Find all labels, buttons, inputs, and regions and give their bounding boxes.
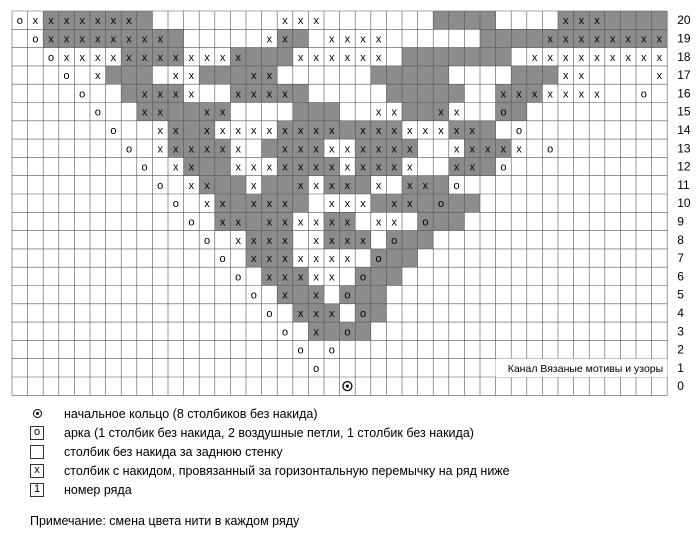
legend-label-dc: столбик с накидом, провязанный за горизонтальную перемычку на ряд ниже bbox=[64, 463, 510, 478]
row-number: 3 bbox=[677, 324, 684, 339]
stitch-x: x bbox=[157, 51, 163, 64]
stitch-x: x bbox=[126, 33, 132, 46]
stitch-o: o bbox=[79, 88, 86, 101]
stitch-x: x bbox=[329, 143, 335, 156]
stitch-x: x bbox=[344, 179, 351, 192]
stitch-x: x bbox=[344, 216, 351, 229]
stitch-x: x bbox=[329, 234, 335, 247]
row-number: 1 bbox=[677, 360, 684, 375]
stitch-x: x bbox=[375, 216, 382, 229]
stitch-x: x bbox=[219, 216, 226, 229]
stitch-x: x bbox=[48, 15, 54, 28]
row-number: 13 bbox=[677, 141, 691, 156]
grid bbox=[12, 11, 691, 395]
stitch-x: x bbox=[251, 161, 257, 174]
stitch-x: x bbox=[251, 253, 257, 266]
stitch-x: x bbox=[313, 307, 319, 320]
legend-row-dc bbox=[30, 461, 690, 480]
stitch-x: x bbox=[578, 51, 585, 64]
stitch-x: x bbox=[563, 70, 569, 83]
stitch-x: x bbox=[219, 198, 226, 211]
stitch-x: x bbox=[329, 179, 335, 192]
stitch-x: x bbox=[453, 143, 460, 156]
magic-ring-dot bbox=[346, 385, 349, 388]
stitch-x: x bbox=[266, 253, 273, 266]
stitch-x: x bbox=[110, 15, 117, 28]
row-number: 16 bbox=[677, 86, 691, 101]
stitch-x: x bbox=[235, 88, 241, 101]
stitch-x: x bbox=[282, 289, 288, 302]
stitch-x: x bbox=[438, 124, 444, 137]
stitch-o: o bbox=[188, 216, 195, 229]
stitch-o: o bbox=[125, 143, 133, 156]
stitch-x: x bbox=[360, 198, 366, 211]
legend-label-ring: начальное кольцо (8 столбиков без накида) bbox=[64, 406, 318, 421]
stitch-o: o bbox=[47, 51, 55, 64]
stitch-x: x bbox=[282, 88, 288, 101]
row-number-icon: 1 bbox=[30, 483, 44, 497]
stitch-x: x bbox=[313, 216, 319, 229]
stitch-x: x bbox=[344, 253, 351, 266]
stitch-x: x bbox=[204, 179, 210, 192]
legend-label-sc: столбик без накида за заднюю стенку bbox=[64, 444, 283, 459]
stitch-x: x bbox=[453, 161, 460, 174]
stitch-x: x bbox=[297, 124, 304, 137]
stitch-x: x bbox=[141, 33, 148, 46]
stitch-x: x bbox=[344, 198, 351, 211]
stitch-x: x bbox=[297, 143, 304, 156]
stitch-o: o bbox=[640, 88, 647, 101]
stitch-x: x bbox=[235, 51, 241, 64]
stitch-x: x bbox=[656, 33, 663, 46]
stitch-x: x bbox=[329, 51, 335, 64]
stitch-x: x bbox=[609, 51, 616, 64]
row-number: 7 bbox=[677, 251, 684, 266]
stitch-x: x bbox=[297, 179, 304, 192]
stitch-x: x bbox=[594, 33, 600, 46]
stitch-x: x bbox=[313, 161, 319, 174]
row-number: 8 bbox=[677, 232, 684, 247]
row-number: 20 bbox=[677, 13, 691, 28]
stitch-x: x bbox=[313, 51, 319, 64]
stitch-x: x bbox=[578, 15, 585, 28]
stitch-x: x bbox=[188, 161, 195, 174]
stitch-o: o bbox=[422, 216, 429, 229]
stitch-o: o bbox=[515, 124, 523, 137]
row-number: 12 bbox=[677, 159, 691, 174]
row-number: 9 bbox=[677, 214, 684, 229]
stitch-x: x bbox=[313, 271, 319, 284]
stitch-x: x bbox=[329, 33, 335, 46]
stitch-x: x bbox=[297, 216, 304, 229]
stitch-x: x bbox=[641, 33, 647, 46]
stitch-x: x bbox=[609, 33, 616, 46]
stitch-x: x bbox=[438, 106, 444, 119]
stitch-x: x bbox=[329, 307, 335, 320]
row-number: 18 bbox=[677, 49, 691, 64]
stitch-o: o bbox=[172, 198, 179, 211]
stitch-x: x bbox=[251, 70, 257, 83]
stitch-x: x bbox=[407, 179, 413, 192]
stitch-x: x bbox=[219, 124, 226, 137]
shaded-block bbox=[402, 48, 511, 66]
stitch-x: x bbox=[297, 15, 304, 28]
stitch-x: x bbox=[251, 124, 257, 137]
stitch-o: o bbox=[359, 271, 367, 284]
stitch-x: x bbox=[485, 143, 491, 156]
stitch-o: o bbox=[203, 234, 211, 247]
stitch-x: x bbox=[157, 124, 163, 137]
stitch-x: x bbox=[329, 161, 335, 174]
stitch-x: x bbox=[266, 216, 273, 229]
stitch-o: o bbox=[32, 33, 39, 46]
row-number: 2 bbox=[677, 342, 684, 357]
stitch-x: x bbox=[282, 216, 288, 229]
row-number: 10 bbox=[677, 196, 691, 211]
stitch-x: x bbox=[531, 51, 538, 64]
stitch-x: x bbox=[329, 124, 335, 137]
stitch-o: o bbox=[157, 179, 164, 192]
stitch-x: x bbox=[375, 143, 382, 156]
legend bbox=[30, 404, 690, 499]
stitch-x: x bbox=[157, 88, 163, 101]
stitch-x: x bbox=[375, 161, 382, 174]
stitch-x: x bbox=[360, 124, 366, 137]
stitch-x: x bbox=[407, 161, 413, 174]
stitch-x: x bbox=[282, 234, 288, 247]
stitch-x: x bbox=[594, 51, 600, 64]
cross-icon: x bbox=[30, 464, 44, 478]
stitch-x: x bbox=[329, 198, 335, 211]
stitch-x: x bbox=[266, 70, 273, 83]
stitch-x: x bbox=[313, 143, 319, 156]
stitch-o: o bbox=[16, 15, 23, 28]
stitch-x: x bbox=[266, 271, 273, 284]
stitch-x: x bbox=[188, 51, 195, 64]
legend-label-arch: арка (1 столбик без накида, 2 воздушные петли, 1 столбик без накида) bbox=[64, 425, 474, 440]
blank-cell-icon bbox=[30, 445, 44, 459]
stitch-o: o bbox=[313, 362, 320, 375]
stitch-o: o bbox=[500, 106, 507, 119]
stitch-x: x bbox=[375, 33, 382, 46]
legend-row-sc bbox=[30, 442, 690, 461]
stitch-x: x bbox=[173, 70, 179, 83]
stitch-o: o bbox=[266, 307, 273, 320]
stitch-x: x bbox=[141, 51, 148, 64]
shaded-block bbox=[106, 66, 153, 84]
row-number: 15 bbox=[677, 104, 691, 119]
shaded-block bbox=[558, 11, 667, 29]
row-number: 19 bbox=[677, 31, 691, 46]
stitch-x: x bbox=[375, 179, 382, 192]
stitch-x: x bbox=[563, 33, 569, 46]
stitch-x: x bbox=[391, 216, 397, 229]
stitch-x: x bbox=[313, 253, 319, 266]
stitch-x: x bbox=[173, 51, 179, 64]
stitch-o: o bbox=[375, 253, 382, 266]
arch-icon: o bbox=[30, 426, 44, 440]
stitch-x: x bbox=[141, 106, 148, 119]
stitch-o: o bbox=[94, 106, 101, 119]
stitch-x: x bbox=[453, 124, 460, 137]
stitch-x: x bbox=[266, 161, 273, 174]
stitch-x: x bbox=[79, 33, 85, 46]
stitch-x: x bbox=[79, 51, 85, 64]
stitch-x: x bbox=[360, 51, 366, 64]
stitch-x: x bbox=[235, 124, 241, 137]
shaded-block bbox=[386, 84, 464, 102]
stitch-x: x bbox=[204, 198, 210, 211]
watermark-text: Канал Вязаные мотивы и узоры bbox=[507, 362, 664, 375]
stitch-x: x bbox=[391, 143, 397, 156]
stitch-x: x bbox=[251, 179, 257, 192]
stitch-x: x bbox=[266, 198, 273, 211]
stitch-o: o bbox=[250, 289, 257, 302]
stitch-o: o bbox=[141, 161, 148, 174]
stitch-x: x bbox=[313, 234, 319, 247]
stitch-x: x bbox=[63, 51, 70, 64]
stitch-x: x bbox=[563, 88, 569, 101]
stitch-x: x bbox=[407, 143, 413, 156]
stitch-x: x bbox=[313, 289, 319, 302]
stitch-x: x bbox=[282, 15, 288, 28]
stitch-x: x bbox=[266, 234, 273, 247]
stitch-x: x bbox=[594, 15, 600, 28]
stitch-x: x bbox=[391, 161, 397, 174]
stitch-x: x bbox=[48, 33, 54, 46]
stitch-x: x bbox=[344, 33, 351, 46]
stitch-x: x bbox=[282, 253, 288, 266]
stitch-x: x bbox=[235, 216, 241, 229]
shaded-block bbox=[371, 66, 449, 84]
stitch-x: x bbox=[126, 51, 132, 64]
row-number: 6 bbox=[677, 269, 684, 284]
stitch-x: x bbox=[313, 179, 319, 192]
stitch-x: x bbox=[563, 15, 569, 28]
stitch-x: x bbox=[297, 51, 304, 64]
stitch-x: x bbox=[313, 124, 319, 137]
stitch-x: x bbox=[282, 143, 288, 156]
row-number: 5 bbox=[677, 287, 684, 302]
stitch-x: x bbox=[516, 88, 522, 101]
stitch-x: x bbox=[157, 143, 163, 156]
stitch-x: x bbox=[95, 15, 101, 28]
stitch-o: o bbox=[437, 198, 445, 211]
shaded-block bbox=[293, 103, 340, 121]
stitch-x: x bbox=[235, 161, 241, 174]
stitch-x: x bbox=[235, 234, 241, 247]
legend-row-number bbox=[30, 480, 690, 499]
stitch-x: x bbox=[173, 88, 179, 101]
stitch-x: x bbox=[297, 161, 304, 174]
stitch-x: x bbox=[297, 253, 304, 266]
stitch-x: x bbox=[625, 51, 631, 64]
stitch-x: x bbox=[469, 161, 475, 174]
stitch-o: o bbox=[328, 344, 335, 357]
stitch-x: x bbox=[282, 161, 288, 174]
stitch-x: x bbox=[266, 88, 273, 101]
stitch-x: x bbox=[656, 51, 663, 64]
stitch-x: x bbox=[453, 106, 460, 119]
stitch-x: x bbox=[188, 70, 195, 83]
shaded-block bbox=[511, 66, 558, 84]
stitch-x: x bbox=[297, 307, 304, 320]
stitch-x: x bbox=[188, 179, 195, 192]
magic-ring-icon bbox=[30, 407, 44, 421]
stitch-x: x bbox=[344, 161, 351, 174]
stitch-x: x bbox=[282, 124, 288, 137]
stitch-x: x bbox=[79, 15, 85, 28]
stitch-x: x bbox=[391, 124, 397, 137]
stitch-x: x bbox=[329, 216, 335, 229]
stitch-x: x bbox=[219, 143, 226, 156]
row-number: 0 bbox=[677, 379, 684, 394]
stitch-x: x bbox=[63, 15, 70, 28]
stitch-x: x bbox=[32, 15, 39, 28]
stitch-o: o bbox=[63, 70, 70, 83]
stitch-o: o bbox=[547, 143, 554, 156]
stitch-x: x bbox=[469, 143, 475, 156]
stitch-x: x bbox=[219, 106, 226, 119]
stitch-x: x bbox=[656, 70, 663, 83]
stitch-x: x bbox=[407, 124, 413, 137]
stitch-x: x bbox=[594, 88, 600, 101]
stitch-x: x bbox=[95, 51, 101, 64]
stitch-o: o bbox=[235, 271, 242, 284]
stitch-x: x bbox=[188, 88, 195, 101]
stitch-x: x bbox=[329, 271, 335, 284]
stitch-x: x bbox=[126, 15, 132, 28]
stitch-o: o bbox=[344, 326, 351, 339]
stitch-x: x bbox=[578, 70, 585, 83]
stitch-x: x bbox=[63, 33, 70, 46]
row-number: 17 bbox=[677, 68, 691, 83]
stitch-o: o bbox=[281, 326, 289, 339]
stitch-x: x bbox=[219, 51, 226, 64]
stitch-x: x bbox=[204, 124, 210, 137]
stitch-x: x bbox=[578, 88, 585, 101]
note: Примечание: смена цвета нити в каждом ряду bbox=[30, 514, 300, 528]
stitch-x: x bbox=[500, 143, 507, 156]
stitch-x: x bbox=[188, 143, 195, 156]
stitch-x: x bbox=[266, 124, 273, 137]
stitch-x: x bbox=[282, 271, 288, 284]
stitch-x: x bbox=[531, 88, 538, 101]
stitch-x: x bbox=[422, 179, 429, 192]
legend-row-ring bbox=[30, 404, 690, 423]
stitch-x: x bbox=[251, 198, 257, 211]
stitch-x: x bbox=[375, 124, 382, 137]
stitch-x: x bbox=[547, 51, 553, 64]
stitch-x: x bbox=[173, 143, 179, 156]
stitch-x: x bbox=[469, 124, 475, 137]
stitch-o: o bbox=[297, 344, 304, 357]
stitch-x: x bbox=[141, 88, 148, 101]
stitch-o: o bbox=[359, 307, 367, 320]
stitch-x: x bbox=[547, 88, 553, 101]
stitch-x: x bbox=[344, 143, 351, 156]
stitch-x: x bbox=[375, 106, 382, 119]
stitch-x: x bbox=[204, 51, 210, 64]
stitch-o: o bbox=[453, 179, 460, 192]
stitch-x: x bbox=[360, 161, 366, 174]
stitch-x: x bbox=[360, 143, 366, 156]
stitch-x: x bbox=[282, 33, 288, 46]
stitch-x: x bbox=[578, 33, 585, 46]
stitch-x: x bbox=[391, 106, 397, 119]
row-number: 11 bbox=[677, 177, 690, 192]
stitch-x: x bbox=[173, 124, 179, 137]
row-number: 4 bbox=[677, 305, 684, 320]
stitch-x: x bbox=[282, 198, 288, 211]
stitch-o: o bbox=[219, 253, 226, 266]
stitch-o: o bbox=[500, 161, 507, 174]
stitch-x: x bbox=[360, 33, 366, 46]
stitch-x: x bbox=[625, 33, 631, 46]
stitch-x: x bbox=[110, 33, 117, 46]
stitch-o: o bbox=[110, 124, 117, 137]
stitch-x: x bbox=[407, 198, 413, 211]
stitch-x: x bbox=[95, 33, 101, 46]
legend-row-arch bbox=[30, 423, 690, 442]
stitch-x: x bbox=[500, 88, 507, 101]
stitch-o: o bbox=[391, 234, 398, 247]
stitch-x: x bbox=[375, 51, 382, 64]
legend-label-number: номер ряда bbox=[64, 482, 132, 497]
stitch-x: x bbox=[110, 51, 117, 64]
stitch-x: x bbox=[516, 143, 522, 156]
stitch-x: x bbox=[297, 271, 304, 284]
stitch-x: x bbox=[157, 106, 163, 119]
stitch-o: o bbox=[344, 289, 351, 302]
stitch-x: x bbox=[313, 326, 319, 339]
shaded-block bbox=[199, 66, 277, 84]
stitch-x: x bbox=[391, 198, 397, 211]
stitch-x: x bbox=[157, 33, 163, 46]
stitch-x: x bbox=[251, 234, 257, 247]
stitch-x: x bbox=[95, 70, 101, 83]
stitch-x: x bbox=[360, 234, 366, 247]
stitch-x: x bbox=[329, 253, 335, 266]
stitch-x: x bbox=[344, 234, 351, 247]
stitch-x: x bbox=[173, 161, 179, 174]
stitch-x: x bbox=[313, 15, 319, 28]
row-number: 14 bbox=[677, 122, 691, 137]
stitch-x: x bbox=[204, 106, 210, 119]
stitch-x: x bbox=[547, 33, 553, 46]
stitch-x: x bbox=[235, 143, 241, 156]
stitch-x: x bbox=[344, 51, 351, 64]
stitch-x: x bbox=[641, 51, 647, 64]
stitch-x: x bbox=[266, 33, 273, 46]
stitch-x: x bbox=[204, 143, 210, 156]
stitch-x: x bbox=[251, 88, 257, 101]
stitch-x: x bbox=[563, 51, 569, 64]
stitch-x: x bbox=[422, 124, 429, 137]
